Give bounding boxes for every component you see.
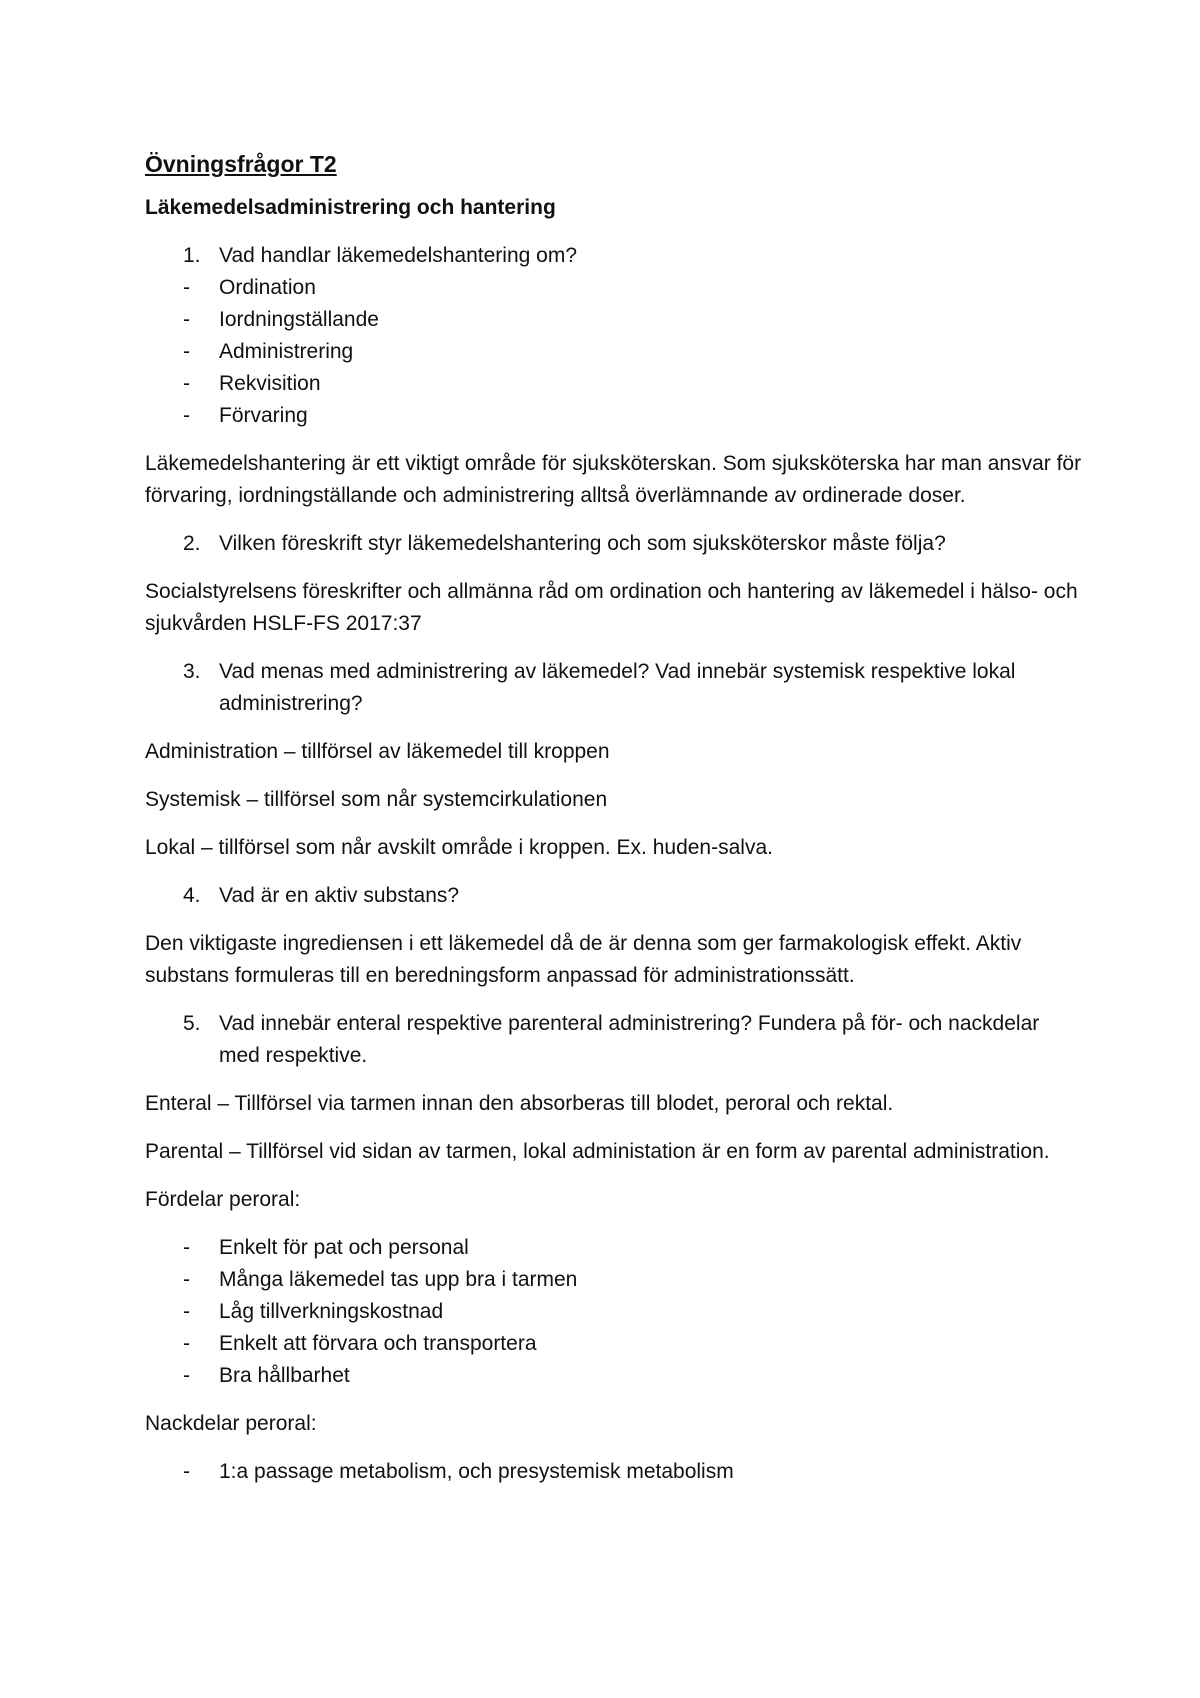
list-item [145,400,1085,432]
advantages-list [145,1232,1085,1392]
list-item-text: Rekvisition [219,372,321,395]
list-item-text: Ordination [219,276,316,299]
question-5-answer-enteral: Enteral – Tillförsel via tarmen innan den absorberas till blodet, peroral och rektal. [145,1092,894,1115]
dash-marker: - [183,372,190,395]
advantages-heading: Fördelar peroral: [145,1188,301,1211]
question-2 [145,528,1085,560]
question-number: 5. [183,1012,201,1035]
question-3-answer-administration: Administration – tillförsel av läkemedel till kroppen [145,740,610,763]
question-number: 3. [183,660,201,683]
list-item-text: Många läkemedel tas upp bra i tarmen [219,1268,578,1291]
dash-marker: - [183,1268,190,1291]
list-item [145,1264,1085,1296]
list-item [145,1456,1085,1488]
disadvantages-heading: Nackdelar peroral: [145,1412,317,1435]
dash-marker: - [183,1332,190,1355]
question-text: Vad är en aktiv substans? [219,884,460,907]
list-item-text: Förvaring [219,404,308,427]
list-item [145,336,1085,368]
question-5 [145,1008,1085,1072]
section-heading: Läkemedelsadministrering och hantering [145,196,556,219]
question-2-answer: Socialstyrelsens föreskrifter och allmänna råd om ordination och hantering av läkemedel i hälso- och sjukvården HSLF-FS 2017:37 [145,580,1078,635]
dash-marker: - [183,276,190,299]
question-3 [145,656,1085,720]
dash-marker: - [183,1236,190,1259]
question-text: Vad handlar läkemedelshantering om? [219,244,578,267]
question-5-answer-parental: Parental – Tillförsel vid sidan av tarmen, lokal administation är en form av parental administration. [145,1140,1050,1163]
list-item-text: Bra hållbarhet [219,1364,350,1387]
dash-marker: - [183,308,190,331]
question-1-answer: Läkemedelshantering är ett viktigt område för sjuksköterskan. Som sjuksköterska har man ansvar för förvaring, iordningställande och administrering alltså överlämnande av ordinerade doser. [145,452,1082,507]
question-text: Vilken föreskrift styr läkemedelshantering och som sjuksköterskor måste följa? [219,532,946,555]
question-3-answer-local: Lokal – tillförsel som når avskilt område i kroppen. Ex. huden-salva. [145,836,773,859]
list-item-text: 1:a passage metabolism, och presystemisk metabolism [219,1460,734,1483]
question-4 [145,880,1085,912]
dash-marker: - [183,404,190,427]
question-1 [145,240,1085,272]
list-item-text: Enkelt att förvara och transportera [219,1332,537,1355]
document-body [145,148,1085,1504]
list-item [145,368,1085,400]
list-item [145,1232,1085,1264]
dash-marker: - [183,1364,190,1387]
question-number: 4. [183,884,201,907]
question-number: 2. [183,532,201,555]
question-text: Vad innebär enteral respektive parenteral administrering? Fundera på för- och nackdelar med respektive. [219,1012,1040,1067]
question-1-bullet-list [145,272,1085,432]
question-4-answer: Den viktigaste ingrediensen i ett läkemedel då de är denna som ger farmakologisk effekt. Aktiv substans formuleras till en beredningsform anpassad för administrationssätt. [145,932,1022,987]
list-item [145,1328,1085,1360]
list-item-text: Låg tillverkningskostnad [219,1300,444,1323]
disadvantages-list [145,1456,1085,1488]
list-item-text: Administrering [219,340,354,363]
list-item [145,1296,1085,1328]
list-item [145,1360,1085,1392]
question-number: 1. [183,244,201,267]
list-item-text: Iordningställande [219,308,379,331]
page-title: Övningsfrågor T2 [145,151,337,177]
dash-marker: - [183,1460,190,1483]
question-text: Vad menas med administrering av läkemedel? Vad innebär systemisk respektive lokal administrering? [219,660,1016,715]
dash-marker: - [183,1300,190,1323]
list-item [145,304,1085,336]
list-item [145,272,1085,304]
list-item-text: Enkelt för pat och personal [219,1236,469,1259]
dash-marker: - [183,340,190,363]
question-3-answer-systemic: Systemisk – tillförsel som når systemcirkulationen [145,788,608,811]
